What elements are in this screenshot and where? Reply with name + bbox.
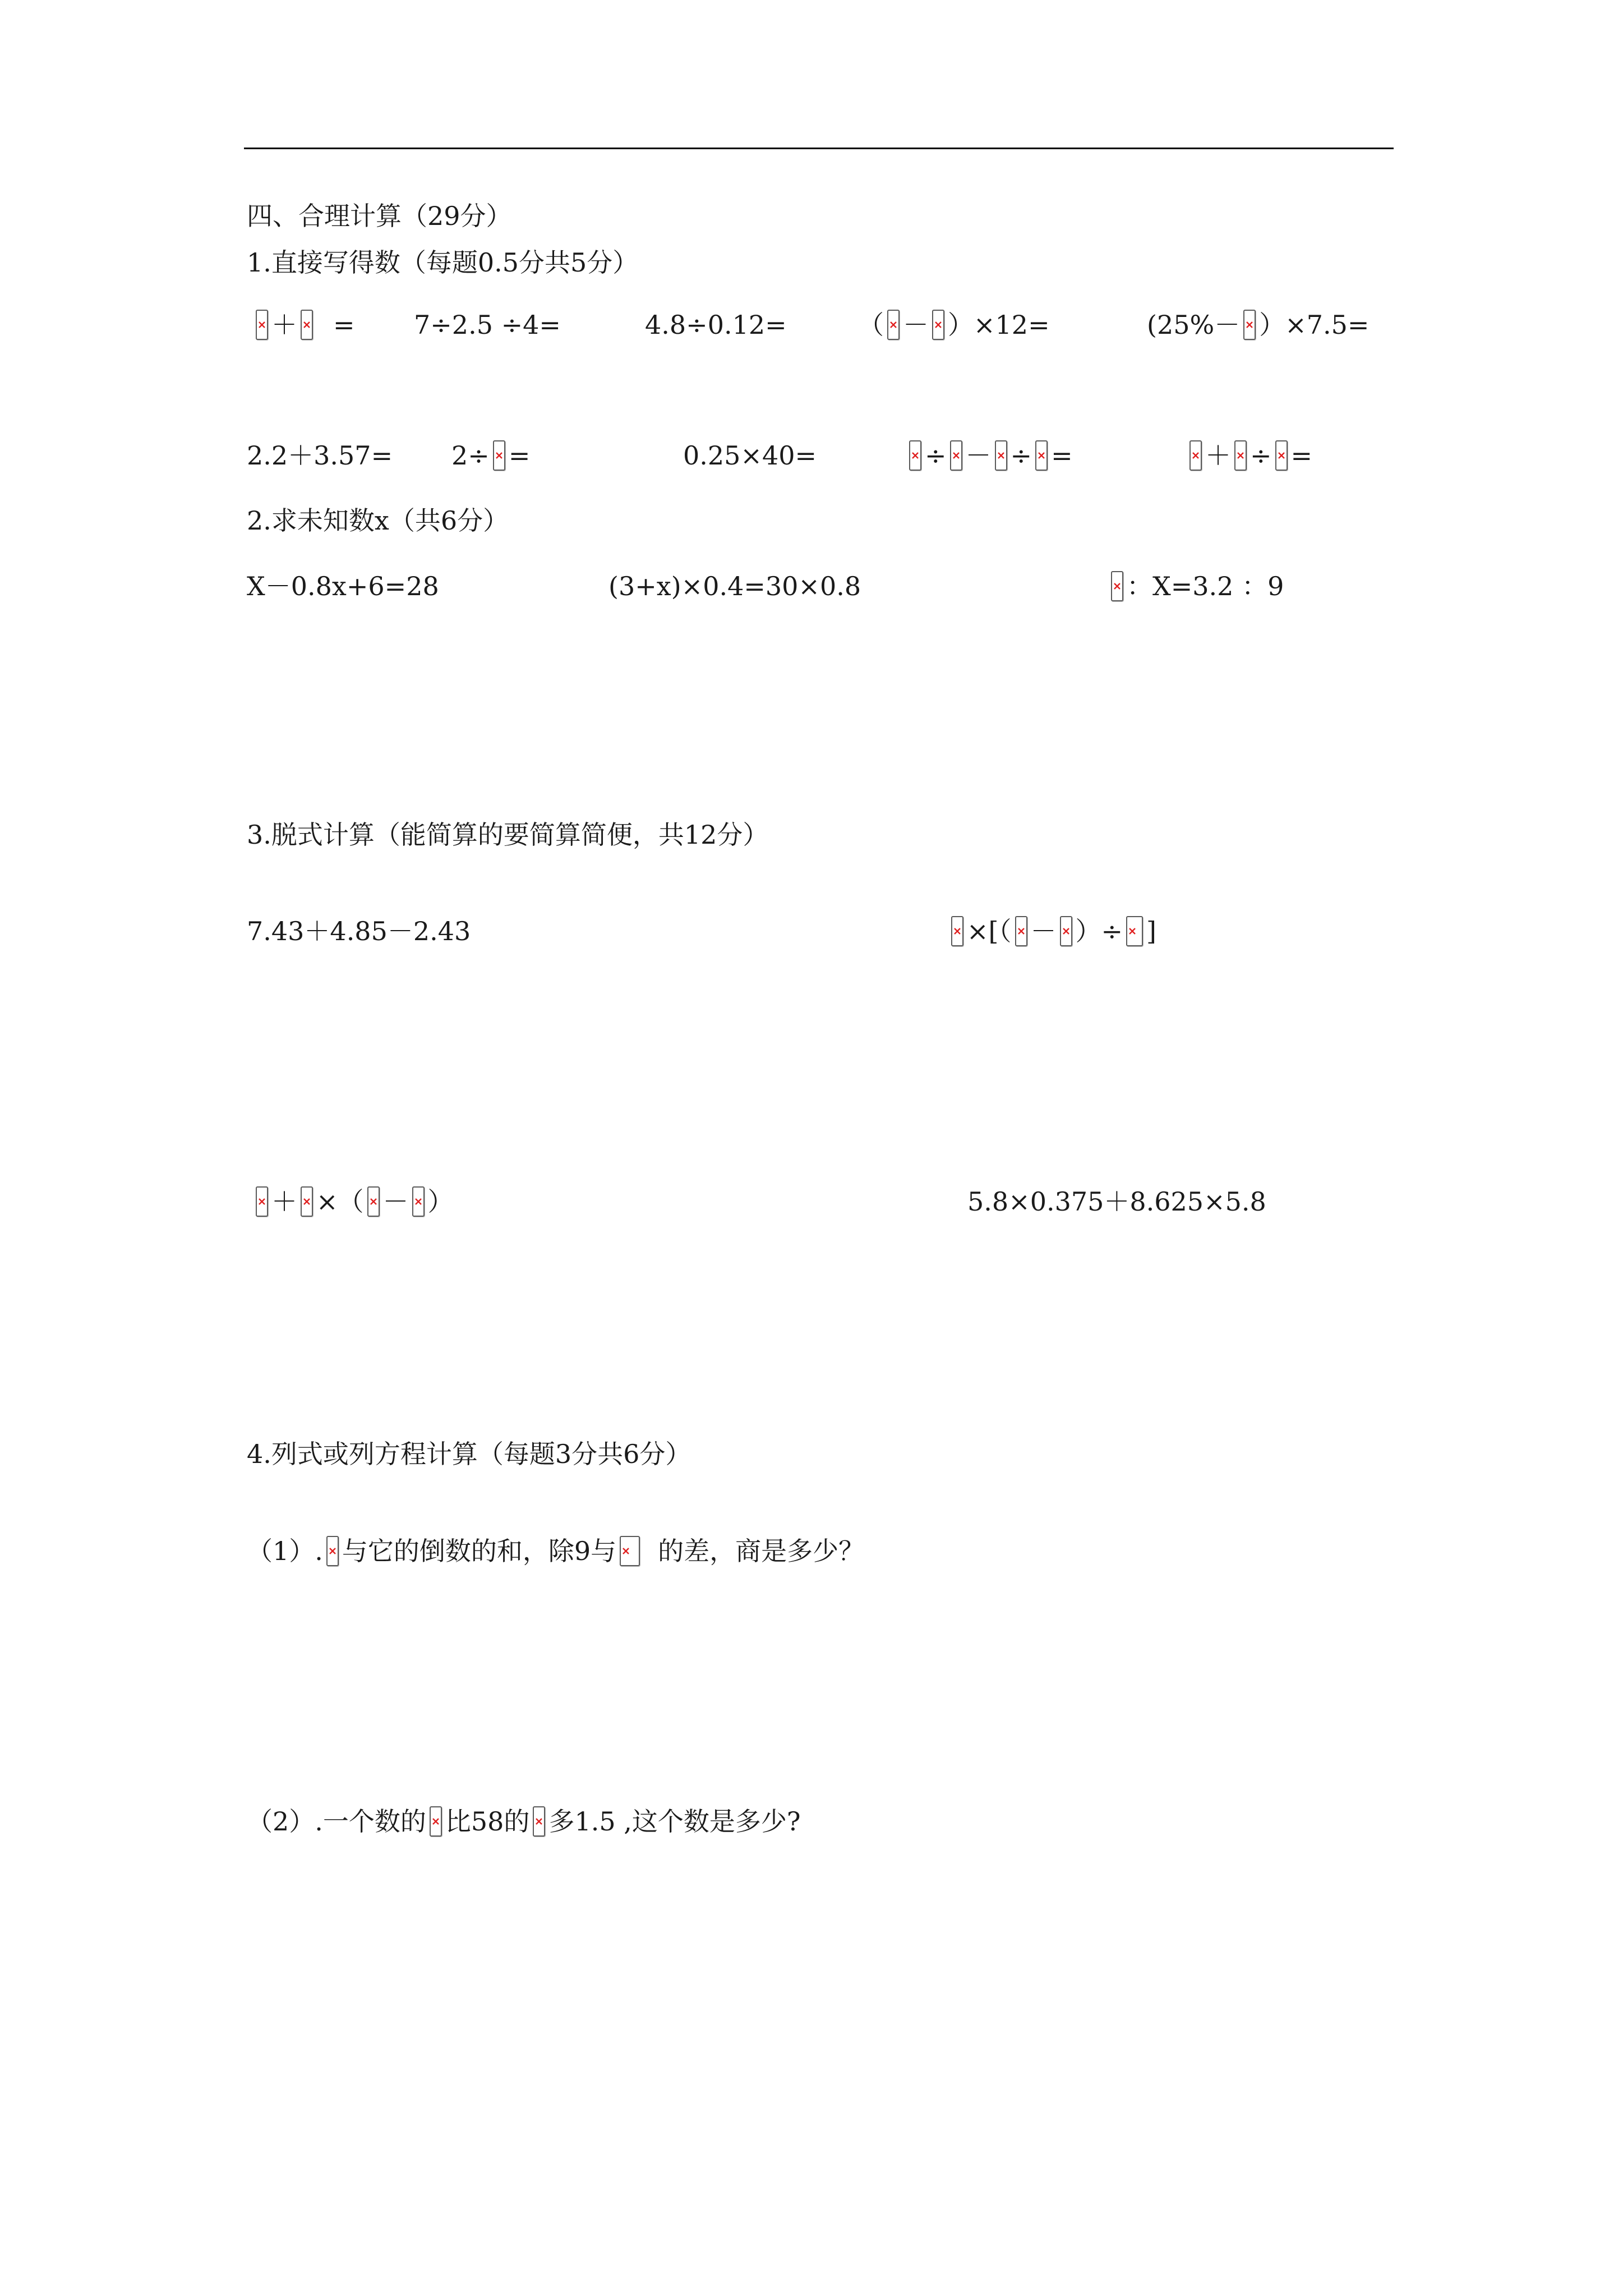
- q1-r1-item4: [858, 308, 1050, 342]
- percent-minus: (25%－: [1147, 310, 1241, 340]
- q2-eq1: X－0.8x+6=28: [247, 571, 439, 601]
- broken-image-icon: [1035, 440, 1048, 471]
- div-sign: 2÷: [451, 440, 490, 471]
- q1-row1: [252, 308, 355, 342]
- broken-image-icon: [533, 1806, 545, 1837]
- equals-sign: =: [1290, 440, 1313, 471]
- problem-text: 多1.5 ,这个数是多少?: [548, 1806, 801, 1837]
- q3-item1: 7.43＋4.85－2.43: [247, 916, 471, 946]
- bracket-close: ]: [1146, 916, 1156, 946]
- paren-close-times: ）×12=: [948, 310, 1050, 340]
- q3-heading: 3.脱式计算（能简算的要简算简便，共12分）: [247, 820, 769, 850]
- problem-text: （2）.一个数的: [247, 1806, 426, 1837]
- q2-heading: 2.求未知数x（共6分）: [247, 505, 509, 536]
- broken-image-icon: [951, 916, 963, 946]
- div-sign: ÷: [1250, 440, 1272, 471]
- times-bracket: ×[（: [967, 916, 1012, 946]
- q3-item3: [252, 1185, 454, 1218]
- minus-sign: －: [382, 1186, 409, 1217]
- broken-image-icon: [493, 440, 505, 471]
- broken-image-icon: [412, 1186, 425, 1217]
- q4-heading: 4.列式或列方程计算（每题3分共6分）: [247, 1439, 691, 1469]
- broken-image-icon: [932, 310, 944, 340]
- broken-image-icon: [1275, 440, 1288, 471]
- equals-sign: =: [333, 310, 355, 340]
- broken-image-icon: [1243, 310, 1256, 340]
- equals-sign: =: [508, 440, 531, 471]
- q1-r2-item5: [1186, 439, 1312, 472]
- section-title: 四、合理计算（29分）: [247, 201, 512, 231]
- q1-r2-item3: 0.25×40=: [683, 440, 817, 471]
- problem-text: 的差，商是多少？: [658, 1536, 865, 1566]
- ratio-expression: ：X=3.2 ：9: [1127, 571, 1284, 601]
- broken-image-icon: [1126, 916, 1143, 946]
- broken-image-icon: [1015, 916, 1027, 946]
- times-paren: ×（: [316, 1186, 364, 1217]
- q1-heading: 1.直接写得数（每题0.5分共5分）: [247, 247, 639, 278]
- q1-r2-item1: 2.2＋3.57=: [247, 440, 393, 471]
- paren-close-times: ）×7.5=: [1259, 310, 1370, 340]
- broken-image-icon: [301, 1186, 313, 1217]
- q4-problem2: [247, 1805, 801, 1838]
- broken-image-icon: [887, 310, 900, 340]
- broken-image-icon: [995, 440, 1007, 471]
- problem-text: 与它的倒数的和，除9与: [342, 1536, 617, 1566]
- q3-item2: [948, 914, 1156, 948]
- q3-item4: 5.8×0.375＋8.625×5.8: [967, 1186, 1266, 1217]
- paren-div: ）÷: [1075, 916, 1123, 946]
- broken-image-icon: [1189, 440, 1202, 471]
- paren-close: ）: [427, 1186, 454, 1217]
- broken-image-icon: [950, 440, 962, 471]
- broken-image-icon: [1060, 916, 1072, 946]
- broken-image-icon: [909, 440, 921, 471]
- q4-problem1: [247, 1534, 864, 1568]
- minus-sign: －: [965, 440, 992, 471]
- minus-sign: －: [1030, 916, 1057, 946]
- broken-image-icon: [1234, 440, 1247, 471]
- q1-r2-item2: [451, 439, 530, 472]
- q1-r1-item2: 7÷2.5 ÷4=: [414, 310, 561, 340]
- plus-sign: ＋: [271, 310, 297, 340]
- broken-image-icon: [620, 1536, 640, 1566]
- broken-image-icon: [326, 1536, 339, 1566]
- problem-number: （1）.: [247, 1536, 323, 1566]
- q1-r2-item4: [906, 439, 1073, 472]
- plus-sign: ＋: [1205, 440, 1231, 471]
- q2-eq2: (3+x)×0.4=30×0.8: [608, 571, 861, 601]
- broken-image-icon: [256, 1186, 268, 1217]
- broken-image-icon: [430, 1806, 442, 1837]
- q1-r1-item5: [1147, 308, 1369, 342]
- plus-sign: ＋: [271, 1186, 297, 1217]
- header-rule: [244, 148, 1394, 149]
- broken-image-icon: [256, 310, 268, 340]
- broken-image-icon: [1111, 571, 1123, 601]
- broken-image-icon: [367, 1186, 380, 1217]
- equals-sign: =: [1051, 440, 1073, 471]
- minus-sign: －: [903, 310, 929, 340]
- q2-eq3: [1108, 569, 1284, 603]
- div-sign: ÷: [1010, 440, 1032, 471]
- broken-image-icon: [301, 310, 313, 340]
- paren-open: （: [858, 310, 884, 340]
- div-sign: ÷: [925, 440, 947, 471]
- q1-r1-item3: 4.8÷0.12=: [645, 310, 787, 340]
- problem-text: 比58的: [445, 1806, 530, 1837]
